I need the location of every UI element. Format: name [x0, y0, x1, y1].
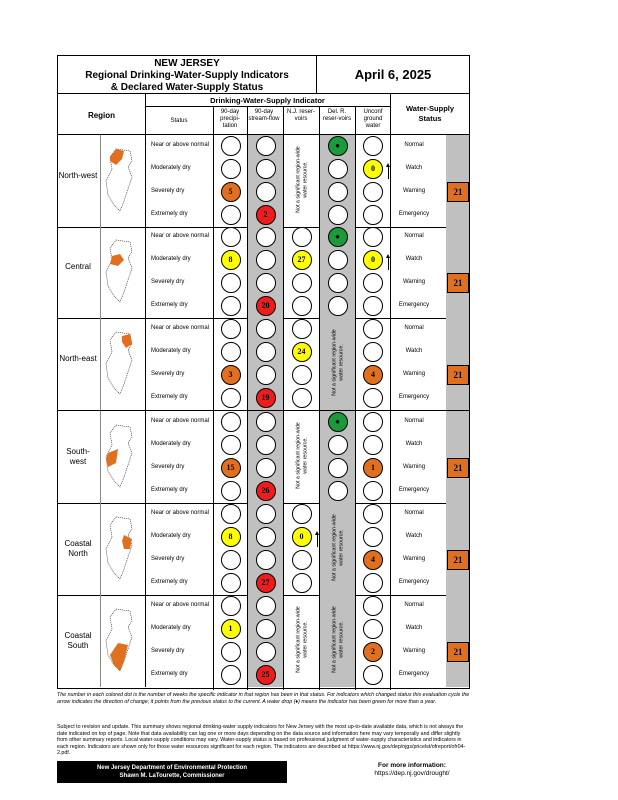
- groundwater-indicator: [363, 182, 383, 202]
- ws-status-label: Warning: [402, 555, 426, 562]
- not-significant-note: Not a significant region-wide water resource.: [331, 606, 344, 673]
- streamflow-indicator: [256, 365, 276, 385]
- groundwater-indicator: [363, 481, 383, 501]
- streamflow-indicator: [256, 596, 276, 616]
- del-reservoirs-column-header: Del. R. reser-voirs: [322, 109, 352, 122]
- streamflow-indicator: [256, 550, 276, 570]
- precip-indicator: [221, 227, 241, 247]
- groundwater-column-header: Unconf ground water: [363, 109, 383, 129]
- status-label: Moderately dry: [151, 625, 191, 631]
- ws-status-label: Watch: [405, 165, 423, 171]
- streamflow-indicator: 19: [256, 388, 276, 408]
- nj-reservoirs-indicator: [292, 504, 312, 524]
- streamflow-indicator: [256, 250, 276, 270]
- not-significant-note: Not a significant region-wide water resource.: [295, 146, 308, 213]
- region-block: [58, 318, 469, 410]
- streamflow-indicator: [256, 342, 276, 362]
- groundwater-indicator: [363, 412, 383, 432]
- nj-reservoirs-indicator: 24: [292, 342, 312, 362]
- nj-reservoirs-indicator: [292, 319, 312, 339]
- ws-status-label: Watch: [405, 532, 423, 539]
- streamflow-indicator: [256, 619, 276, 639]
- nj-reservoirs-indicator: [292, 227, 312, 247]
- change-arrowhead: [386, 163, 390, 167]
- groundwater-indicator: [363, 227, 383, 247]
- del-reservoirs-indicator: ●: [328, 412, 348, 432]
- ws-days-badge: 21: [447, 458, 469, 478]
- change-arrow: [388, 256, 389, 270]
- legend-note: The number in each colored dot is the number of weeks the specific indicator in that region has been in that status. For indicators which changed status this evaluation cycle the arrow indicates the direction of change; it points from the previous status to the current. A water drop (♦) means the indicator has been green for more than a year.: [57, 692, 470, 705]
- more-info-url[interactable]: https://dep.nj.gov/drought/: [374, 770, 450, 777]
- streamflow-indicator: [256, 136, 276, 156]
- ws-status-label: Normal: [404, 325, 424, 332]
- precip-indicator: [221, 205, 241, 225]
- streamflow-indicator: [256, 504, 276, 524]
- status-label: Severely dry: [151, 279, 185, 286]
- nj-reservoirs-indicator: [292, 273, 312, 293]
- precip-indicator: [221, 573, 241, 593]
- streamflow-indicator: [256, 182, 276, 202]
- region-block: [58, 135, 469, 227]
- ws-status-label: Warning: [402, 188, 426, 194]
- del-reservoirs-indicator: ●: [328, 136, 348, 156]
- del-reservoirs-indicator: [328, 159, 348, 179]
- title-line-3: & Declared Water-Supply Status: [110, 82, 264, 93]
- agency-name: New Jersey Department of Environmental Protection: [96, 765, 248, 771]
- del-reservoirs-indicator: [328, 273, 348, 293]
- status-label: Severely dry: [151, 188, 185, 194]
- agency-footer: [57, 761, 287, 783]
- groundwater-indicator: 1: [363, 458, 383, 478]
- status-label: Severely dry: [151, 555, 185, 562]
- groundwater-indicator: [363, 573, 383, 593]
- change-arrowhead: [386, 254, 390, 258]
- more-info-footer: [352, 762, 472, 778]
- precip-indicator: [221, 388, 241, 408]
- change-arrow: [388, 165, 389, 179]
- nj-reservoirs-indicator: [292, 388, 312, 408]
- ws-status-header-1: Water-Supply: [405, 104, 455, 113]
- precip-indicator: [221, 550, 241, 570]
- nj-reservoirs-column-header: N.J. reser-voirs: [286, 109, 315, 122]
- precip-indicator: 8: [221, 250, 241, 270]
- streamflow-indicator: [256, 412, 276, 432]
- region-name: North-east: [59, 354, 97, 364]
- not-significant-note: Not a significant region-wide water resource.: [331, 514, 344, 581]
- del-reservoirs-indicator: [328, 250, 348, 270]
- streamflow-indicator: [256, 159, 276, 179]
- ws-status-label: Warning: [402, 463, 426, 470]
- status-label: Severely dry: [151, 463, 185, 470]
- status-label: Extremely dry: [151, 486, 188, 493]
- region-name: Coastal South: [64, 631, 92, 650]
- status-label: Near or above normal: [151, 142, 210, 148]
- streamflow-column-header: 90-day stream-flow: [248, 109, 280, 122]
- region-name: North-west: [58, 171, 98, 180]
- ws-status-label: Normal: [404, 233, 424, 240]
- ws-days-shade: [446, 135, 469, 227]
- nj-reservoirs-indicator: [292, 296, 312, 316]
- precip-indicator: 8: [221, 527, 241, 547]
- groundwater-indicator: 2: [363, 642, 383, 662]
- ws-status-header-2: Status: [418, 114, 442, 123]
- status-label: Near or above normal: [151, 325, 210, 332]
- status-label: Extremely dry: [151, 302, 188, 309]
- disclaimer-note: Subject to revision and update. This summary shows regional drinking-water supply indicators for New Jersey with the most up-to-date available data, which is not always the date indicated on top of page. Note that data availability can lag one or more days depending on the data source and information here may vary temporally and differ slightly from other summary reports. Local water-supply conditions may vary. Water-supply status is based on professional judgment of water-supply characteristics and indicators in each region. Indicators are shown only for those water resources significant for each region. The indicators are described at https://www.nj.gov/dep/njgs/pricelst/ofreport/ofr04-2.pdf.: [57, 724, 466, 757]
- streamflow-indicator: [256, 319, 276, 339]
- status-label: Near or above normal: [151, 233, 210, 240]
- ws-days-shade: [446, 318, 469, 410]
- precip-indicator: 1: [221, 619, 241, 639]
- ws-days-badge: 21: [447, 642, 469, 662]
- precip-indicator: [221, 136, 241, 156]
- ws-status-label: Normal: [404, 142, 424, 148]
- status-label: Near or above normal: [151, 417, 210, 424]
- groundwater-indicator: 0: [363, 250, 383, 270]
- precip-indicator: 5: [221, 182, 241, 202]
- status-label: Extremely dry: [151, 211, 188, 217]
- region-name: Central: [65, 262, 91, 272]
- ws-status-label: Emergency: [398, 394, 430, 401]
- streamflow-indicator: 25: [256, 665, 276, 685]
- precip-indicator: [221, 319, 241, 339]
- ws-status-label: Normal: [404, 602, 424, 608]
- precip-indicator: [221, 642, 241, 662]
- del-reservoirs-indicator: [328, 458, 348, 478]
- precip-indicator: [221, 159, 241, 179]
- region-map-thumbnail: [102, 421, 142, 491]
- status-label: Extremely dry: [151, 394, 188, 401]
- status-label: Extremely dry: [151, 671, 188, 677]
- ws-status-label: Watch: [405, 440, 423, 447]
- not-significant-note: Not a significant region-wide water resource.: [295, 606, 308, 673]
- region-map-thumbnail: [102, 513, 142, 583]
- streamflow-indicator: 2: [256, 205, 276, 225]
- ws-days-badge: 21: [447, 182, 469, 202]
- ws-days-shade: [446, 226, 469, 318]
- ws-status-label: Emergency: [398, 486, 430, 493]
- groundwater-indicator: 4: [363, 365, 383, 385]
- streamflow-indicator: [256, 527, 276, 547]
- precip-indicator: [221, 504, 241, 524]
- precip-indicator: [221, 665, 241, 685]
- status-label: Severely dry: [151, 648, 185, 654]
- ws-status-label: Emergency: [398, 578, 430, 585]
- region-block: [58, 503, 469, 595]
- nj-reservoirs-indicator: [292, 573, 312, 593]
- groundwater-indicator: [363, 205, 383, 225]
- ws-status-label: Normal: [404, 509, 424, 516]
- del-reservoirs-indicator: [328, 205, 348, 225]
- ws-days-shade: [446, 503, 469, 595]
- streamflow-indicator: [256, 227, 276, 247]
- change-arrowhead: [315, 531, 319, 535]
- ws-status-label: Watch: [405, 348, 423, 355]
- region-column-header: Region: [87, 111, 116, 120]
- status-label: Moderately dry: [151, 348, 191, 355]
- streamflow-indicator: [256, 642, 276, 662]
- precip-indicator: [221, 296, 241, 316]
- title-line-1: NEW JERSEY: [154, 58, 220, 69]
- streamflow-indicator: [256, 458, 276, 478]
- groundwater-indicator: [363, 296, 383, 316]
- ws-days-shade: [446, 411, 469, 503]
- precip-column-header: 90-day precipi-tation: [220, 109, 240, 129]
- groundwater-indicator: [363, 596, 383, 616]
- status-label: Moderately dry: [151, 165, 191, 171]
- region-name: South-west: [66, 446, 90, 466]
- not-significant-note: Not a significant region-wide water resource.: [331, 329, 344, 397]
- status-label: Moderately dry: [151, 440, 191, 447]
- ws-status-label: Warning: [402, 648, 426, 654]
- del-reservoirs-indicator: [328, 481, 348, 501]
- ws-status-label: Emergency: [398, 302, 430, 309]
- streamflow-indicator: 26: [256, 481, 276, 501]
- commissioner-name: Shawn M. LaTourette, Commissioner: [119, 773, 225, 779]
- ws-status-label: Warning: [402, 279, 426, 286]
- ws-status-label: Watch: [405, 256, 423, 263]
- ws-status-label: Emergency: [398, 671, 430, 677]
- region-map-thumbnail: [102, 236, 142, 306]
- groundwater-indicator: 4: [363, 550, 383, 570]
- region-block: [58, 595, 469, 687]
- del-reservoirs-indicator: [328, 296, 348, 316]
- nj-reservoirs-indicator: [292, 365, 312, 385]
- nj-reservoirs-indicator: 27: [292, 250, 312, 270]
- streamflow-indicator: 27: [256, 573, 276, 593]
- indicator-group-header: Drinking-Water-Supply Indicator: [210, 96, 325, 105]
- del-reservoirs-indicator: [328, 182, 348, 202]
- groundwater-indicator: [363, 388, 383, 408]
- ws-days-shade: [446, 595, 469, 687]
- status-label: Severely dry: [151, 371, 185, 378]
- title-line-2: Regional Drinking-Water-Supply Indicators: [85, 70, 289, 81]
- streamflow-indicator: [256, 273, 276, 293]
- status-label: Near or above normal: [151, 509, 210, 516]
- indicator-sheet: [57, 55, 470, 689]
- ws-days-badge: 21: [447, 365, 469, 385]
- precip-indicator: [221, 412, 241, 432]
- region-map-thumbnail: [102, 328, 142, 398]
- ws-status-label: Watch: [405, 625, 423, 631]
- status-label: Extremely dry: [151, 578, 188, 585]
- groundwater-indicator: [363, 619, 383, 639]
- groundwater-indicator: [363, 273, 383, 293]
- precip-indicator: [221, 273, 241, 293]
- nj-reservoirs-indicator: [292, 550, 312, 570]
- streamflow-indicator: [256, 435, 276, 455]
- status-column-header: Status: [170, 118, 188, 124]
- ws-status-label: Normal: [404, 417, 424, 424]
- groundwater-indicator: [363, 319, 383, 339]
- change-arrow: [317, 533, 318, 547]
- streamflow-indicator: 20: [256, 296, 276, 316]
- ws-status-label: Warning: [402, 371, 426, 378]
- ws-days-badge: 21: [447, 273, 469, 293]
- precip-indicator: [221, 596, 241, 616]
- del-reservoirs-indicator: [328, 435, 348, 455]
- precip-indicator: [221, 435, 241, 455]
- ws-status-label: Emergency: [398, 211, 430, 217]
- groundwater-indicator: [363, 435, 383, 455]
- status-label: Moderately dry: [151, 532, 191, 539]
- more-info-label: For more information:: [378, 762, 446, 769]
- groundwater-indicator: [363, 665, 383, 685]
- groundwater-indicator: [363, 136, 383, 156]
- del-reservoirs-indicator: ●: [328, 227, 348, 247]
- precip-indicator: [221, 342, 241, 362]
- groundwater-indicator: [363, 504, 383, 524]
- region-map-thumbnail: [102, 145, 142, 215]
- region-block: [58, 411, 469, 503]
- not-significant-note: Not a significant region-wide water resource.: [295, 421, 308, 489]
- region-map-thumbnail: [102, 605, 142, 675]
- precip-indicator: [221, 481, 241, 501]
- report-date: April 6, 2025: [354, 67, 432, 82]
- groundwater-indicator: 0: [363, 159, 383, 179]
- status-label: Near or above normal: [151, 602, 210, 608]
- precip-indicator: 3: [221, 365, 241, 385]
- precip-indicator: 15: [221, 458, 241, 478]
- status-label: Moderately dry: [151, 256, 191, 263]
- ws-days-badge: 21: [447, 550, 469, 570]
- groundwater-indicator: [363, 342, 383, 362]
- region-name: Coastal North: [64, 538, 92, 558]
- region-block: [58, 226, 469, 318]
- nj-reservoirs-indicator: 0: [292, 527, 312, 547]
- groundwater-indicator: [363, 527, 383, 547]
